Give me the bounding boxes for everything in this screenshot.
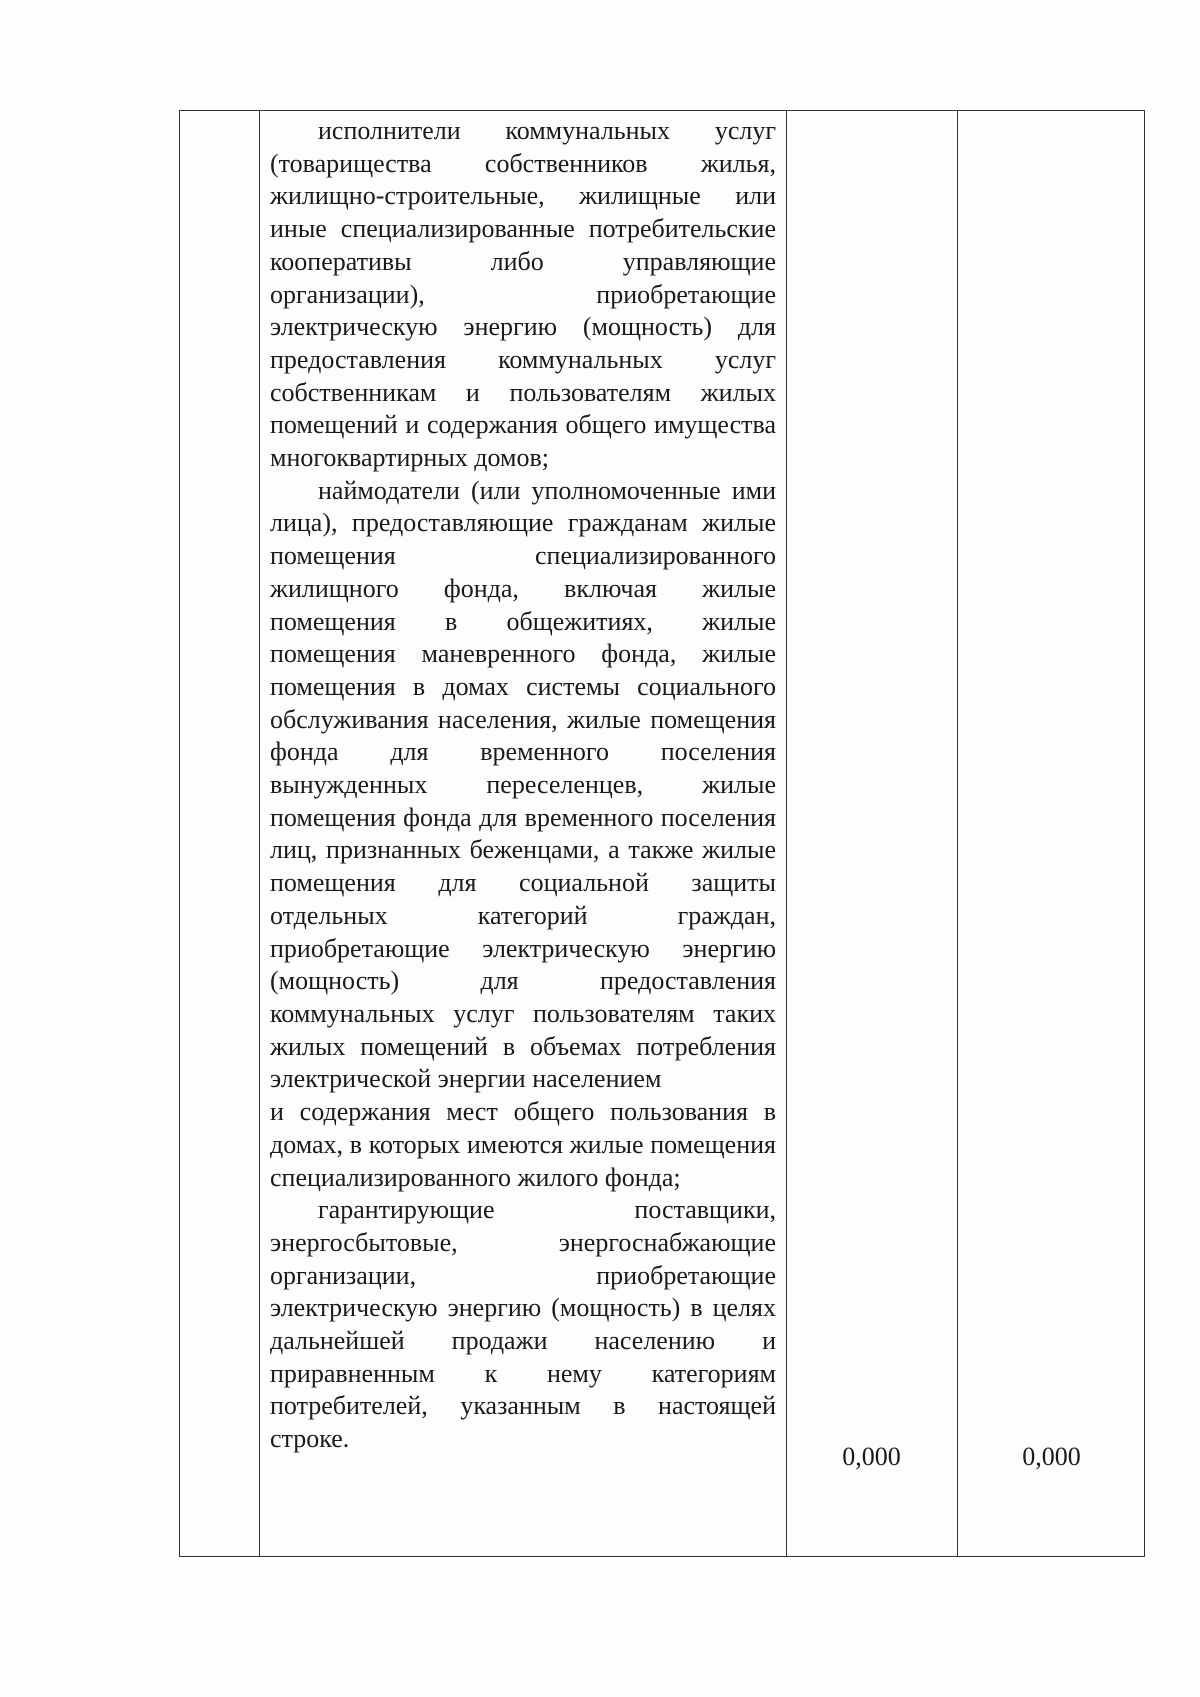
paragraph-suppliers: гарантирующие поставщики, энергосбытовые, энергоснабжающие организации, приобретающие электрическую энергию (мощность) в целях дальнейшей продажи населению и приравненным к нему категориям потребителей, указанным в настоящей строке.: [270, 1195, 776, 1454]
paragraph-utility-providers: исполнители коммунальных услуг (товарищества собственников жилья, жилищно-строительные, жилищные или иные специализированные потребительские кооперативы либо управляющие организации), приобретающие электрическую энергию (мощность) для предоставления коммунальных услуг собственникам и пользователям жилых помещений и содержания общего имущества многоквартирных домов;: [270, 116, 776, 473]
column-divider: [259, 111, 260, 1556]
column-divider: [786, 111, 787, 1556]
table-fragment: [179, 110, 1145, 1557]
paragraph-common-areas: и содержания мест общего пользования в домах, в которых имеются жилые помещения специализированного жилого фонда;: [270, 1097, 776, 1192]
value-cell-col3: 0,000: [842, 1442, 901, 1471]
paragraph-landlords: наймодатели (или уполномоченные ими лица), предоставляющие гражданам жилые помещения специализированного жилищного фонда, включая жилые помещения в общежитиях, жилые помещения маневренного фонда, жилые помещения в домах системы социального обслуживания населения, жилые помещения фонда для временного поселения вынужденных переселенцев, жилые помещения фонда для временного поселения лиц, признанных беженцами, а также жилые помещения для социальной защиты отдельных категорий граждан, приобретающие электрическую энергию (мощность) для предоставления коммунальных услуг пользователям таких жилых помещений в объемах потребления электрической энергии населением: [270, 475, 776, 1094]
description-cell: [270, 115, 776, 1456]
value-cell-col4: 0,000: [1022, 1442, 1081, 1471]
column-divider: [957, 111, 958, 1556]
